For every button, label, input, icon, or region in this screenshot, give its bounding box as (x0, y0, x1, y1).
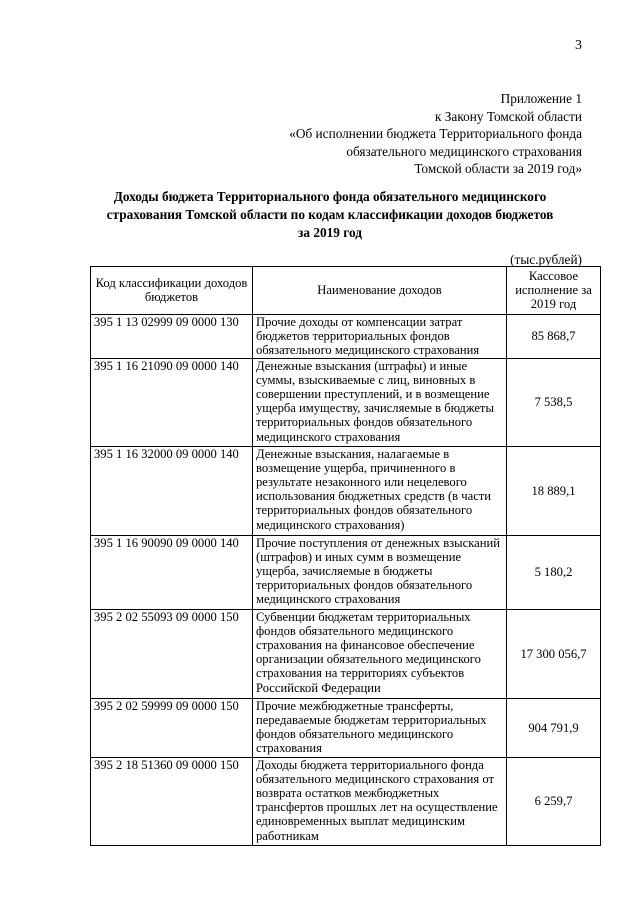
row-name: Денежные взыскания (штрафы) и иные суммы, взыскиваемые с лиц, виновных в совершении преступлений, и в возмещение ущерба имуществу, зачисляемые в бюджеты территориальных фондов обязательного медицинского страхования (253, 358, 507, 446)
table-row (91, 314, 601, 358)
row-name: Доходы бюджета территориального фонда обязательного медицинского страхования от возврата остатков межбюджетных трансфертов прошлых лет на осуществление единовременных выплат медицинским работникам (253, 757, 507, 845)
row-code: 395 1 13 02999 09 0000 130 (91, 314, 253, 358)
header-amount: Кассовое исполнение за 2019 год (507, 267, 601, 315)
row-amount: 17 300 056,7 (507, 609, 601, 698)
row-code: 395 1 16 32000 09 0000 140 (91, 446, 253, 535)
row-amount: 6 259,7 (507, 757, 601, 845)
appendix-line: Приложение 1 (500, 91, 582, 106)
row-name: Субвенции бюджетам территориальных фондов обязательного медицинского страхования на финансовое обеспечение организации обязательного медицинского страхования на территориях субъектов Российской Федерации (253, 609, 507, 698)
table-row (91, 358, 601, 446)
income-table (90, 266, 601, 846)
row-code: 395 2 02 55093 09 0000 150 (91, 609, 253, 698)
header-code: Код классификации доходов бюджетов (91, 267, 253, 315)
table-row (91, 609, 601, 698)
appendix-line: обязательного медицинского страхования (346, 143, 582, 159)
row-code: 395 1 16 21090 09 0000 140 (91, 358, 253, 446)
row-name: Денежные взыскания, налагаемые в возмещение ущерба, причиненного в результате незаконного или нецелевого использования бюджетных средств (в части территориальных фондов обязательного медицинского страхования) (253, 446, 507, 535)
row-code: 395 2 02 59999 09 0000 150 (91, 698, 253, 757)
row-amount: 18 889,1 (507, 446, 601, 535)
appendix-header (289, 90, 582, 178)
title-line: за 2019 год (298, 225, 362, 240)
title-line: страхования Томской области по кодам классификации доходов бюджетов (106, 207, 554, 222)
table-header-row (91, 267, 601, 315)
table-row (91, 757, 601, 845)
appendix-line: «Об исполнении бюджета Территориального фонда (289, 126, 582, 141)
row-amount: 7 538,5 (507, 358, 601, 446)
page-number: 3 (575, 38, 582, 53)
title-line: Доходы бюджета Территориального фонда обязательного медицинского (113, 189, 547, 204)
row-code: 395 1 16 90090 09 0000 140 (91, 535, 253, 609)
table-row (91, 535, 601, 609)
units-label: (тыс.рублей) (510, 252, 582, 267)
document-title (60, 188, 600, 242)
row-name: Прочие доходы от компенсации затрат бюджетов территориальных фондов обязательного медицинского страхования (253, 314, 507, 358)
row-name: Прочие поступления от денежных взысканий (штрафов) и иных сумм в возмещение ущерба, зачисляемые в бюджеты территориальных фондов обязательного медицинского страхования (253, 535, 507, 609)
table-row (91, 446, 601, 535)
header-name: Наименование доходов (253, 267, 507, 315)
row-amount: 85 868,7 (507, 314, 601, 358)
row-amount: 5 180,2 (507, 535, 601, 609)
row-amount: 904 791,9 (507, 698, 601, 757)
appendix-line: Томской области за 2019 год» (414, 161, 582, 176)
appendix-line: к Закону Томской области (434, 108, 582, 124)
table-row (91, 698, 601, 757)
row-code: 395 2 18 51360 09 0000 150 (91, 757, 253, 845)
row-name: Прочие межбюджетные трансферты, передаваемые бюджетам территориальных фондов обязательного медицинского страхования (253, 698, 507, 757)
